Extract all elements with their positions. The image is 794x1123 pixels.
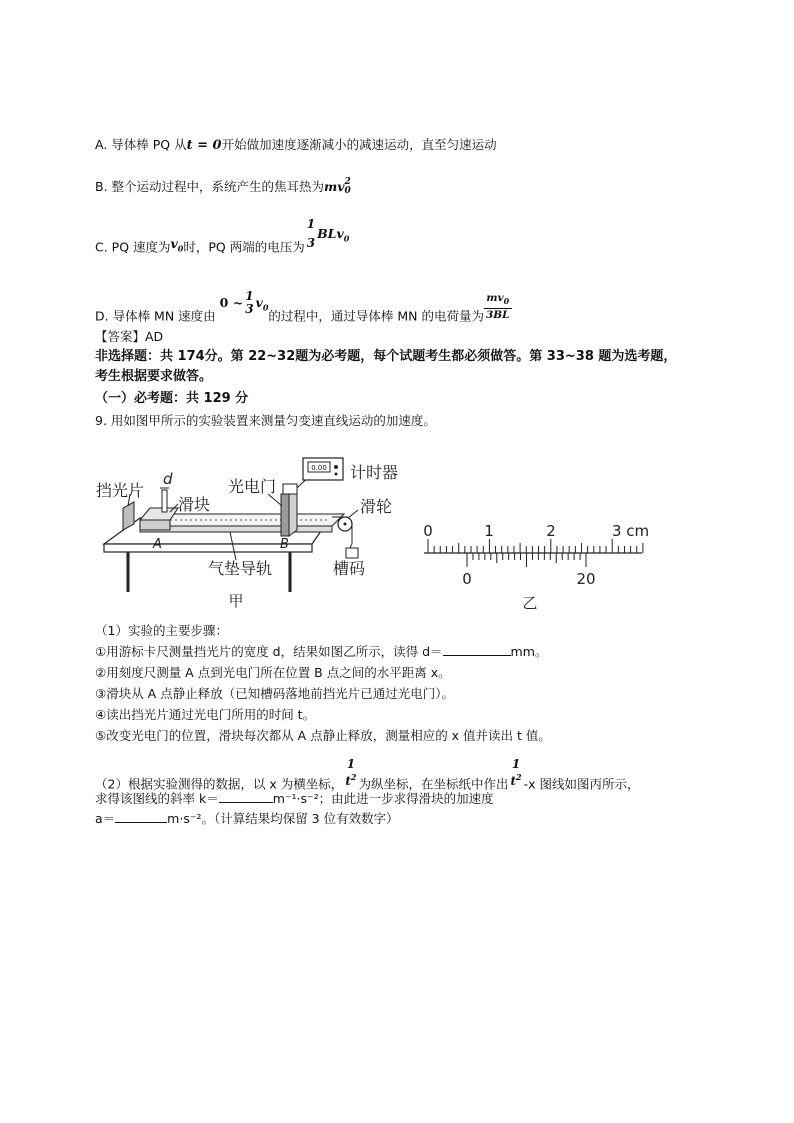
label-huakuai: 滑块 (178, 495, 211, 514)
step-1 (95, 643, 547, 661)
vernier-scale-ticks (467, 553, 586, 567)
label-caoma: 槽码 (333, 559, 366, 578)
part-2-line-3 (95, 810, 399, 828)
part-2-line-2-text: 求得该图线的斜率 k＝ (95, 791, 219, 806)
option-c-blv-base: BLv (317, 225, 344, 241)
answer: 【答案】AD (95, 329, 164, 344)
fraction-1-over-t2 (343, 758, 358, 788)
option-c-v: v (170, 235, 178, 251)
label-d: d (163, 470, 173, 488)
option-d-fraction (243, 290, 255, 316)
option-d-text: D. 导体棒 MN 速度由 (95, 308, 216, 324)
section-heading-line-1: 非选择题：共 174分。第 22~32题为必考题，每个试题考生都必须做答。第 33~38 题为选考题， (95, 349, 677, 364)
fraction-b-den-t: t (510, 774, 516, 788)
fraction-b-num: 1 (511, 757, 521, 771)
photogate-post (281, 494, 289, 536)
section-heading-line-2: 考生根据要求做答。 (95, 369, 213, 384)
weight (346, 548, 358, 558)
option-b (95, 178, 351, 196)
option-d-v-sub: 0 (262, 302, 269, 313)
section-subheading: （一）必考题：共 129 分 (95, 391, 249, 406)
step-2: ②用刻度尺测量 A 点到光电门所在位置 B 点之间的水平距离 x。 (95, 665, 451, 680)
step-1-text: ①用游标卡尺测量挡光片的宽度 d，结果如图乙所示，读得 d＝ (95, 644, 443, 659)
option-d-v0 (255, 294, 269, 313)
option-d-charge-num-sub: 0 (503, 296, 510, 307)
option-b-sub: 0 (344, 186, 351, 196)
timer-knob-2 (335, 473, 338, 476)
label-daogui: 气垫导轨 (208, 559, 273, 578)
step-3: ③滑块从 A 点静止释放（已知槽码落地前挡光片已通过光电门）。 (95, 686, 454, 701)
part-2-line-2 (95, 790, 494, 808)
fraction-b-den (508, 771, 523, 788)
vernier-label-0: 0 (462, 570, 472, 588)
label-point-b: B (280, 537, 289, 552)
option-b-text: B. 整个运动过程中，系统产生的焦耳热为 (95, 179, 325, 194)
option-d-text-2: 的过程中，通过导体棒 MN 的电荷量为 (268, 308, 484, 324)
answer-blank-a[interactable] (115, 810, 167, 823)
label-jishiqi: 计时器 (350, 463, 399, 482)
figure-panel (0, 448, 794, 618)
timer-display-text: 0.00 (311, 464, 327, 472)
figure-b-vernier (423, 522, 649, 612)
step-5: ⑤改变光电门的位置，滑块每次都从 A 点静止释放，测量相应的 x 值并读出 t 值。 (95, 728, 551, 743)
option-d-frac-den: 3 (245, 302, 254, 317)
step-1-unit: mm。 (510, 644, 548, 659)
vernier-label-20: 20 (576, 570, 596, 588)
option-c-text: C. PQ 速度为 (95, 239, 171, 255)
photogate-side (289, 488, 297, 536)
slider-side (140, 520, 170, 530)
answer-blank-d[interactable] (443, 643, 511, 656)
option-c-text-2: 时，PQ 两端的电压为 (183, 239, 305, 255)
option-d-charge-fraction (484, 292, 512, 322)
pulley-axle (344, 523, 347, 526)
option-d-frac-num: 1 (245, 289, 254, 304)
option-b-math (324, 179, 351, 194)
main-scale-label-1: 1 (484, 522, 494, 540)
main-scale-ticks (428, 539, 643, 553)
fraction-den (343, 771, 358, 788)
option-d-charge-num-base: mv (486, 292, 504, 304)
main-scale-label-0: 0 (423, 522, 433, 540)
label-dangguang: 挡光片 (96, 481, 145, 500)
option-a-math: t = 0 (186, 138, 222, 153)
label-guangdianmen: 光电门 (228, 477, 277, 496)
option-d-charge-den: 3BL (485, 309, 510, 322)
option-d-v: v (255, 294, 263, 310)
part-1-title: （1）实验的主要步骤： (95, 623, 228, 638)
d-plate (162, 490, 167, 512)
fraction-den-t: t (345, 774, 351, 788)
fraction-1-over-t2-b (508, 758, 523, 788)
label-hualun: 滑轮 (360, 497, 393, 516)
part-2-text-c: -x 图线如图丙所示， (523, 776, 640, 792)
option-d-range: 0 ~ (219, 294, 244, 310)
fraction-b-den-sup: 2 (516, 772, 522, 782)
caption-yi: 乙 (522, 594, 538, 612)
option-c-blv (317, 226, 349, 241)
option-b-math-base: mv (324, 179, 345, 194)
label-point-a: A (153, 537, 162, 552)
option-a-text: A. 导体棒 PQ 从 (95, 137, 187, 152)
option-a (95, 136, 497, 155)
leader-hualun (348, 510, 358, 518)
fraction-den-sup: 2 (350, 772, 357, 782)
figure-a-apparatus (96, 458, 398, 610)
option-d-charge-num (484, 292, 512, 309)
option-c (95, 217, 350, 264)
option-c-frac-den: 3 (306, 236, 316, 250)
timer-knob (334, 465, 338, 469)
option-c-v-sub: 0 (177, 243, 184, 253)
answer-blank-k[interactable] (219, 790, 273, 803)
caption-jia: 甲 (228, 592, 244, 610)
option-c-frac-num: 1 (306, 217, 316, 231)
main-scale-label-2: 2 (546, 522, 556, 540)
fraction-num: 1 (346, 757, 356, 771)
main-scale-label-3: 3 cm (612, 522, 650, 540)
photogate-head (283, 484, 297, 494)
option-c-blv-sub: 0 (343, 233, 350, 243)
option-c-v0 (171, 236, 184, 251)
option-b-sup: 2 (344, 177, 351, 187)
part-2-line-2-unit: m⁻¹·s⁻²；由此进一步求得滑块的加速度 (272, 791, 494, 806)
question-9-stem: 9. 用如图甲所示的实验装置来测量匀变速直线运动的加速度。 (95, 413, 436, 428)
option-a-text-2: 开始做加速度逐渐减小的减速运动，直至匀速运动 (221, 137, 497, 152)
part-2-line-3-text: a＝ (95, 811, 116, 826)
part-2-text-a: （2）根据实验测得的数据，以 x 为横坐标， (95, 776, 344, 792)
option-c-fraction (305, 218, 317, 250)
part-2-line-3-unit: m·s⁻²。（计算结果均保留 3 位有效数字） (167, 811, 399, 826)
step-4: ④读出挡光片通过光电门所用的时间 t。 (95, 707, 316, 722)
part-2-text-b: 为纵坐标，在坐标纸中作出 (358, 776, 509, 792)
